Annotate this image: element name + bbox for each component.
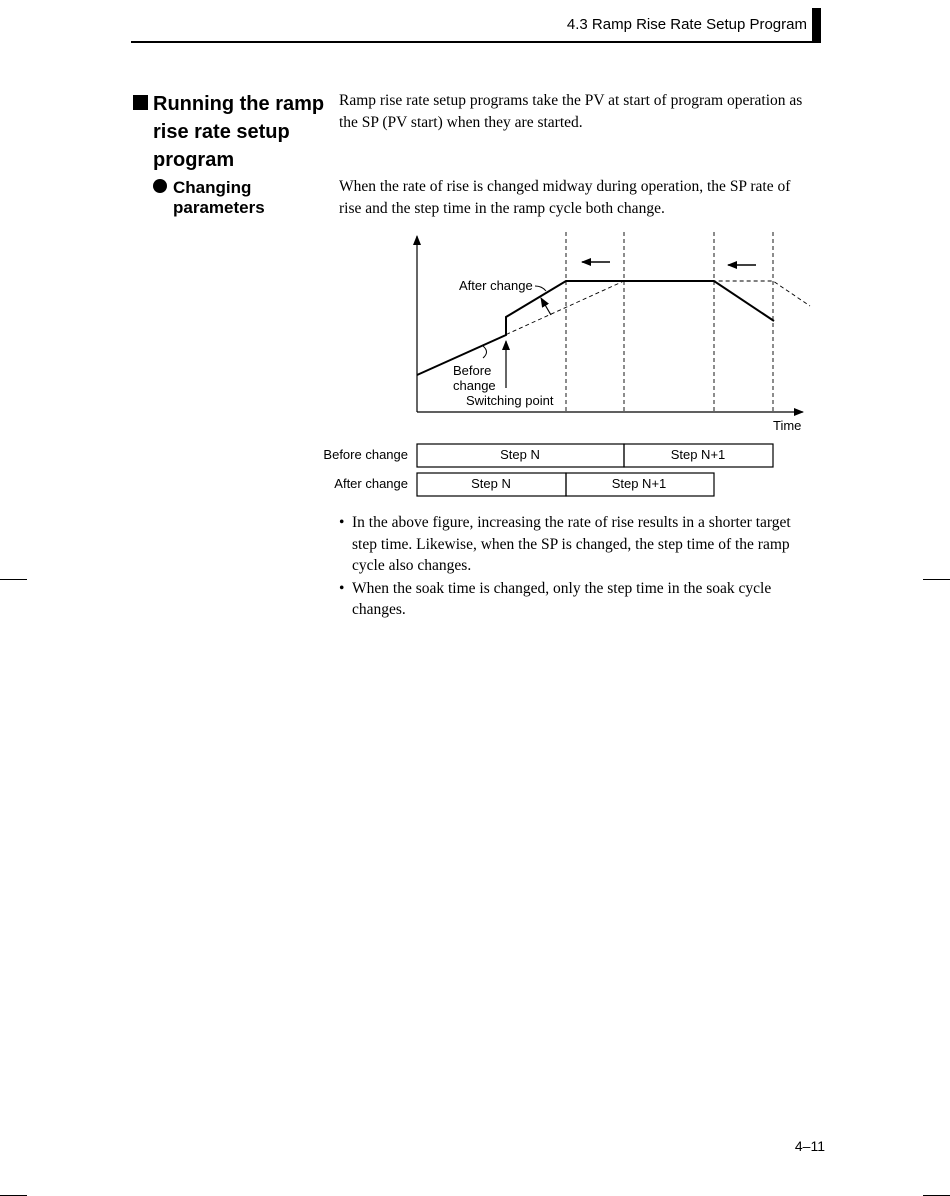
section-heading-line1: Running the ramp — [153, 93, 325, 115]
after-change-pointer-arrow — [541, 298, 551, 315]
x-axis-label: Time — [773, 418, 802, 433]
running-header: 4.3 Ramp Rise Rate Setup Program — [566, 16, 807, 33]
note-item: • When the soak time is changed, only the step time in the soak cycle changes. — [339, 578, 819, 621]
before-change-leader — [483, 346, 487, 358]
after-step-n1-label: Step N+1 — [611, 476, 667, 491]
page-number: 4–11 — [794, 1138, 825, 1154]
before-step-n-label: Step N — [500, 447, 540, 462]
after-change-profile — [417, 281, 774, 375]
label-switching-point: Switching point — [466, 393, 554, 408]
paragraph-rate-change: When the rate of rise is changed midway during operation, the SP rate of rise and the step time in the ramp cycle both change. — [339, 178, 791, 217]
row-label-before: Before change — [323, 447, 408, 462]
notes-list — [339, 512, 819, 622]
before-step-n1-label: Step N+1 — [670, 447, 726, 462]
time-guides — [566, 232, 773, 412]
after-change-leader — [535, 286, 546, 291]
section-heading-rest: rise rate setup program — [153, 121, 290, 171]
subsection-heading-rest: parameters — [173, 198, 265, 217]
note-item: • In the above figure, increasing the rate of rise results in a shorter target step time. Likewise, when the SP is changed, the step time of the ramp cycle also changes. — [339, 512, 819, 577]
after-step-n-label: Step N — [471, 476, 511, 491]
label-before-change-line1: Before — [453, 363, 492, 378]
label-before-change-line2: change — [453, 378, 496, 393]
paragraph-intro: Ramp rise rate setup programs take the PV at start of program operation as the SP (PV start) when they are started. — [339, 92, 803, 131]
row-label-after: After change — [334, 476, 408, 491]
subsection-heading-line1: Changing — [173, 178, 252, 197]
label-after-change: After change — [459, 278, 533, 293]
before-change-profile — [417, 281, 810, 375]
